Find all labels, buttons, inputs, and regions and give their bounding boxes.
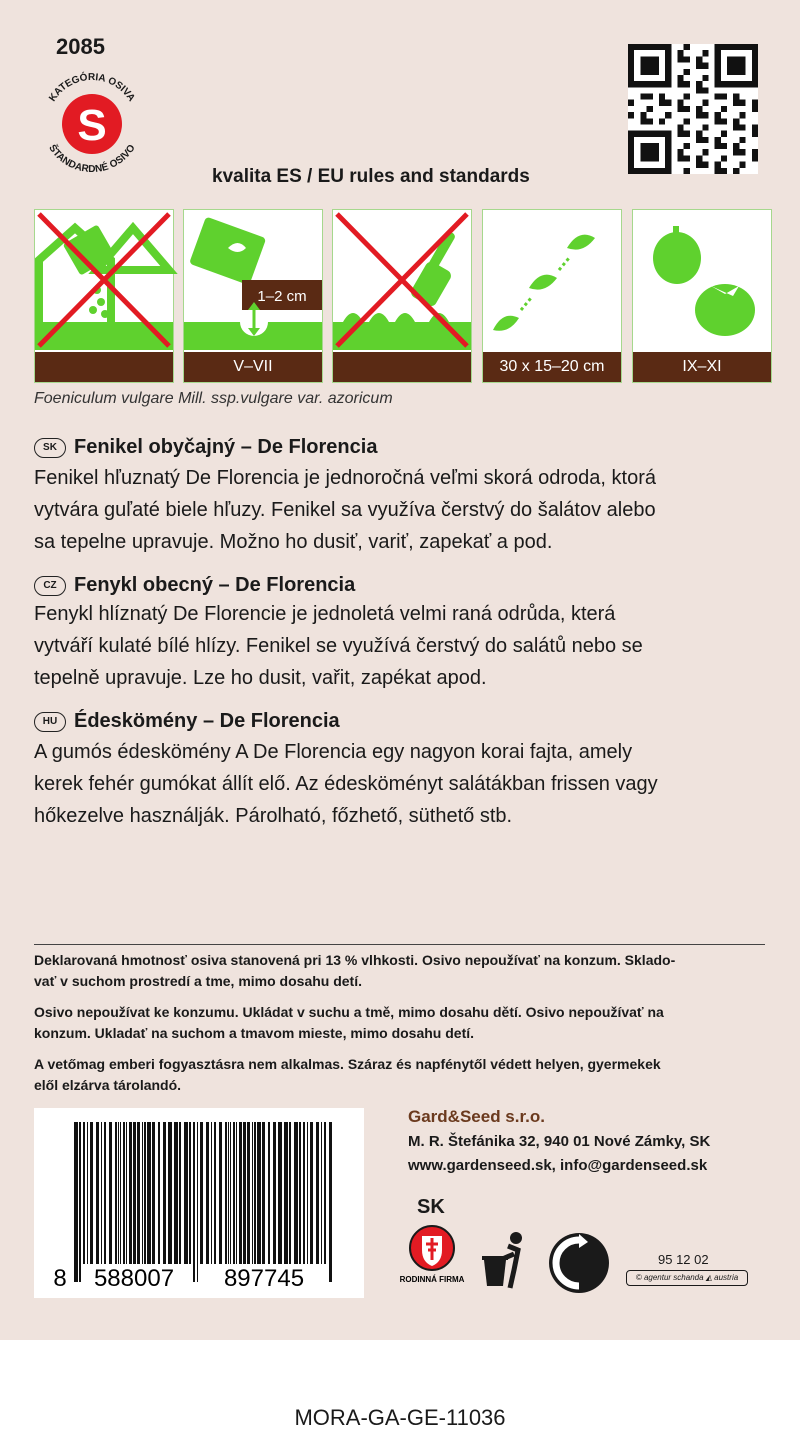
badge-letter: S (77, 101, 107, 150)
icon-band (35, 352, 173, 382)
barcode-bar (257, 1122, 261, 1264)
barcode-bar (144, 1122, 146, 1264)
icon-spacing (482, 209, 622, 383)
barcode-bar (219, 1122, 222, 1264)
barcode-bar (104, 1122, 106, 1264)
barcode-bar (168, 1122, 172, 1264)
qr-code[interactable] (628, 44, 758, 174)
spacing-icon (483, 210, 621, 350)
green-dot-icon (548, 1232, 610, 1294)
company-web[interactable]: www.gardenseed.sk, info@gardenseed.sk (408, 1157, 708, 1174)
lang-badge-sk: SK (34, 438, 66, 458)
fine-print-hu: A vetőmag emberi fogyasztásra nem alkalmas. Száraz és napfénytől védett helyen, gyermekek elől elzárva tárolandó. (34, 1056, 661, 1093)
barcode-bar (230, 1122, 231, 1264)
icon-band: V–VII (184, 352, 322, 382)
barcode-bar (307, 1122, 308, 1264)
section-body-hu: A gumós édeskömény A De Florencia egy nagyon korai fajta, amely kerek fehér gumókat állít elő. Az édesköményt salátákban frissen vagy hőkezelve használják. Párolható, főzhető, süthető stb. (34, 741, 658, 827)
product-code: 2085 (56, 34, 105, 59)
section-title-hu: HU Édesköménу – De Florencia (34, 710, 340, 733)
section-body-cz: Fenykl hlíznatý De Florencie je jednoletá velmi raná odrůda, která vytváří kulaté bílé hlízy. Fenikel se využívá čerstvý do salátů nebo se tepelně upravuje. Lze ho dusit, vařit, zapékat apod. (34, 603, 643, 689)
lang-badge-cz: CZ (34, 576, 66, 596)
badge-top-text: KATEGÓRIA OSIVA (47, 71, 137, 104)
barcode-bar (254, 1122, 256, 1264)
barcode-bar (109, 1122, 112, 1264)
seed-category-badge (34, 64, 150, 180)
barcode-bar (163, 1122, 166, 1264)
quality-statement: kvalita ES / EU rules and standards (212, 166, 530, 187)
barcode-bar (133, 1122, 136, 1264)
fine-print-cz: Osivo nepoužívat ke konzumu. Ukládat v suchu a tmě, mimo dosahu dětí. Osivo nepoužívať na konzum. Ukladať na suchom a tmavom mieste, mimo dosahu detí. (34, 1004, 664, 1041)
barcode-bar (289, 1122, 291, 1264)
barcode-bar (225, 1122, 227, 1264)
barcode-bar (211, 1122, 212, 1264)
barcode-bar (142, 1122, 143, 1264)
barcode-bar (137, 1122, 140, 1264)
icon-sowing-depth (183, 209, 323, 383)
barcode-bar (243, 1122, 246, 1264)
footer-code: MORA-GA-GE-11036 (294, 1405, 506, 1430)
icon-band (333, 352, 471, 382)
icon-greenhouse-sowing (34, 209, 174, 383)
barcode-bar (197, 1122, 198, 1282)
barcode-digits: 8 (53, 1265, 67, 1292)
barcode-bar (324, 1122, 326, 1264)
print-code: 95 12 02 (658, 1252, 709, 1267)
barcode-bar (268, 1122, 270, 1264)
barcode-bars (34, 1108, 364, 1298)
trowel-icon (333, 210, 471, 350)
section-body-sk: Fenikel hľuznatý De Florencia je jednoročná veľmi skorá odroda, ktorá vytvára guľaté biele hľuzy. Fenikel sa využíva čerstvý do šalátov alebo sa tepelne upravuje. Možno ho dusiť, variť, zapekať a pod. (34, 467, 656, 553)
country-label: SK (417, 1196, 445, 1218)
barcode-bar (310, 1122, 313, 1264)
barcode-bar (83, 1122, 85, 1264)
barcode-bar (174, 1122, 178, 1264)
barcode-bar (200, 1122, 203, 1264)
barcode-bar (294, 1122, 298, 1264)
fine-print-sk: Deklarovaná hmotnosť osiva stanovená pri 13 % vlhkosti. Osivo nepoužívať na konzum. Sklado- vať v suchom prostredí a tme, mimo dosahu detí. (34, 952, 676, 989)
family-firm-logo (399, 1222, 465, 1294)
barcode (34, 1108, 364, 1298)
barcode-bar (316, 1122, 319, 1264)
barcode-bar (228, 1122, 229, 1264)
barcode-bar (120, 1122, 121, 1264)
icon-harvest (632, 209, 772, 383)
divider (34, 944, 765, 945)
barcode-bar (152, 1122, 155, 1264)
icon-band: IX–XI (633, 352, 771, 382)
company-name: Gard&Seed s.r.o. (408, 1107, 545, 1126)
barcode-bar (252, 1122, 253, 1264)
icon-transplanting (332, 209, 472, 383)
barcode-bar (90, 1122, 93, 1264)
barcode-bar (206, 1122, 209, 1264)
icon-band: 30 x 15–20 cm (483, 352, 621, 382)
barcode-bar (184, 1122, 188, 1264)
latin-name: Foeniculum vulgare Mill. ssp.vulgare var. azoricum (34, 390, 393, 407)
barcode-digits: 588007 (93, 1265, 175, 1292)
barcode-bar (214, 1122, 216, 1264)
barcode-bar (118, 1122, 119, 1264)
depth-label: 1–2 cm (257, 288, 307, 305)
barcode-bar (101, 1122, 102, 1264)
barcode-bar (239, 1122, 242, 1264)
vegetables-icon (633, 210, 771, 350)
lang-badge-hu: HU (34, 712, 66, 732)
agency-label: © agentur schanda ◭ austria (626, 1270, 748, 1286)
barcode-bar (126, 1122, 127, 1264)
barcode-bar (193, 1122, 195, 1282)
section-title-sk: SK Fenikel obyčajný – De Florencia (34, 436, 377, 459)
barcode-bar (329, 1122, 332, 1282)
company-address: M. R. Štefánika 32, 940 01 Nové Zámky, SK (408, 1133, 711, 1150)
badge-bottom-text: ŠTANDARDNÉ OSIVO (46, 142, 138, 175)
barcode-bar (79, 1122, 81, 1282)
barcode-bar (179, 1122, 181, 1264)
greenhouse-icon (35, 210, 173, 350)
barcode-bar (129, 1122, 132, 1264)
barcode-bar (87, 1122, 88, 1264)
barcode-bar (115, 1122, 117, 1264)
tidyman-icon (478, 1230, 530, 1290)
barcode-bar (284, 1122, 288, 1264)
barcode-bar (236, 1122, 237, 1264)
barcode-bar (303, 1122, 305, 1264)
barcode-bar (147, 1122, 151, 1264)
barcode-bar (96, 1122, 99, 1264)
barcode-bar (189, 1122, 191, 1264)
barcode-bar (262, 1122, 265, 1264)
barcode-bar (247, 1122, 250, 1264)
barcode-bar (299, 1122, 301, 1264)
seed-packet-icon (184, 210, 322, 350)
barcode-bar (278, 1122, 282, 1264)
barcode-bar (233, 1122, 235, 1264)
barcode-bar (123, 1122, 125, 1264)
barcode-bar (273, 1122, 276, 1264)
barcode-bar (158, 1122, 160, 1264)
family-firm-text: RODINNÁ FIRMA (399, 1275, 465, 1284)
barcode-bar (74, 1122, 78, 1282)
barcode-bar (321, 1122, 322, 1264)
barcode-digits: 897745 (223, 1265, 305, 1292)
bottom-strip (0, 1340, 800, 1449)
section-title-cz: CZ Fenykl obecný – De Florencia (34, 574, 355, 597)
